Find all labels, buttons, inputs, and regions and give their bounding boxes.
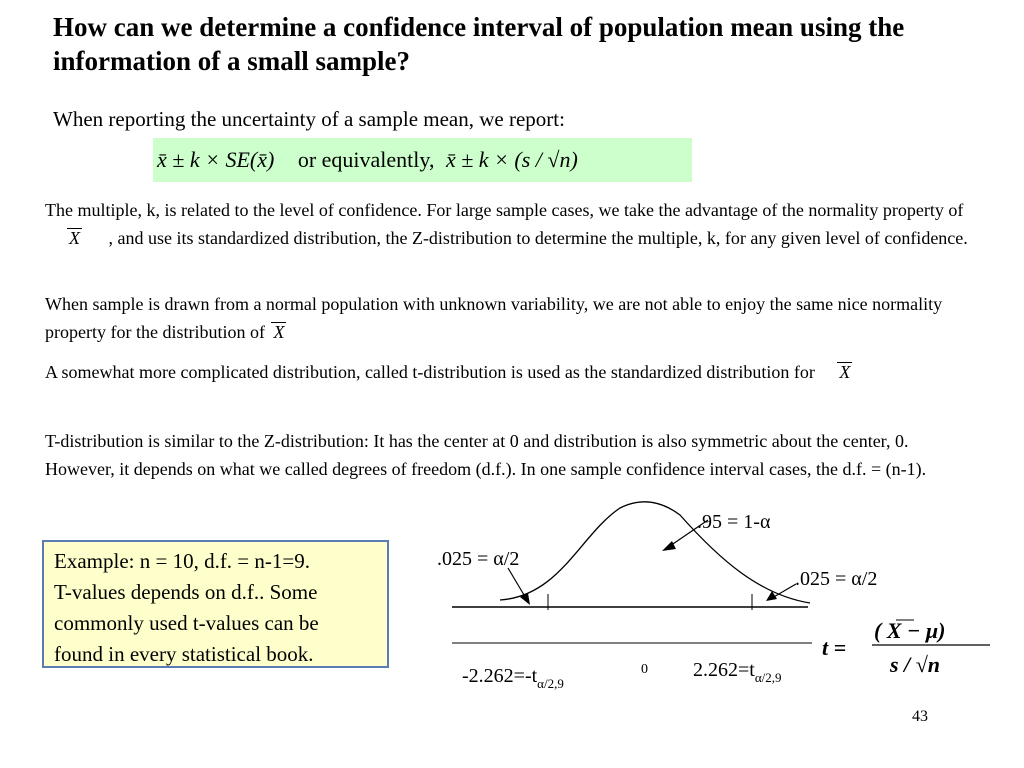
formula-right: x̄ ± k × (s / √n) [445,147,578,172]
example-line: Example: n = 10, d.f. = n-1=9. [54,549,310,573]
left-critical-text: -2.262=-t [462,665,538,687]
left-tail-label: .025 = α/2 [437,548,520,570]
center-arrow-head [662,541,676,551]
right-tail-label: .025 = α/2 [795,568,878,590]
left-critical-subscript: α/2,9 [537,676,564,691]
paragraph-text: , and use its standardized distribution, the Z-distribution to determine the multiple, k, for any given level of confidence. [108,228,968,248]
t-formula-numerator: ( X − μ) [874,618,946,643]
t-formula-denominator: s / √n [890,652,940,677]
paragraph-text: A somewhat more complicated distribution, called t-distribution is used as the standardized distribution for [45,362,815,382]
xbar-symbol: X [69,228,80,248]
right-critical-subscript: α/2,9 [754,670,782,685]
left-tail-arrow-head [520,593,530,605]
paragraph-text: When sample is drawn from a normal population with unknown variability, we are not able to enjoy the same nice normality property for the distribution of [45,294,943,342]
right-critical-value [693,659,782,685]
page-number: 43 [912,708,928,725]
example-line: found in every statistical book. [54,642,314,666]
slide-title: How can we determine a confidence interval of population mean using the information of a small sample? [53,12,905,76]
example-line: commonly used t-values can be [54,611,319,635]
paragraph-degrees-of-freedom: T-distribution is similar to the Z-distribution: It has the center at 0 and distribution is also symmetric about the center, 0. However, it depends on what we called degrees of freedom (d.f.). In one sample confidence interval cases, the d.f. = (n-1). [45,431,927,479]
intro-text: When reporting the uncertainty of a sample mean, we report: [53,107,565,131]
center-area-label: .95 = 1-α [697,511,771,533]
paragraph-text: The multiple, k, is related to the level of confidence. For large sample cases, we take the advantage of the normality property of [45,200,964,220]
xbar-symbol: X [839,362,851,382]
right-critical-text: 2.262=t [693,659,755,681]
zero-label: 0 [641,662,648,677]
left-critical-value [462,665,564,691]
formula-middle: or equivalently, [297,147,435,172]
t-formula-lhs: t = [822,635,847,660]
xbar-symbol: X [273,322,285,342]
example-line: T-values depends on d.f.. Some [54,580,318,604]
formula-left: x̄ ± k × SE(x̄) [157,147,275,172]
